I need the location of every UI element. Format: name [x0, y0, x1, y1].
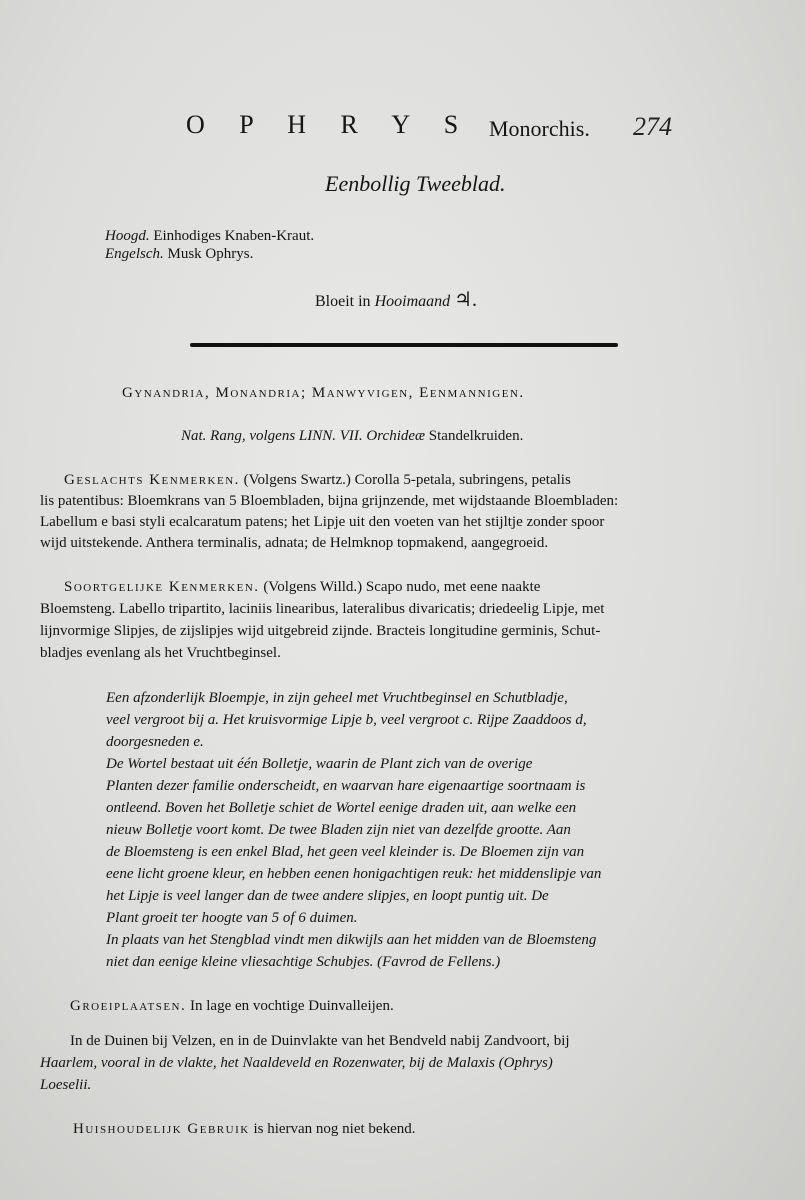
habitat-heading-line — [70, 998, 394, 1015]
nat-rang-rest: , volgens LINN. VII. — [241, 428, 363, 444]
habitat-line: Haarlem, vooral in de vlakte, het Naaldeveld en Rozenwater, bij de Malaxis (Ophrys) — [40, 1055, 553, 1071]
nat-rang-order: Orchideæ — [366, 428, 426, 444]
habitat-line: In de Duinen bij Velzen, en in de Duinvlakte van het Bendveld nabij Zandvoort, bij — [70, 1033, 570, 1049]
genus-characters-first-line — [64, 472, 571, 489]
text-line: (Volgens Swartz.) Corolla 5-petala, subringens, petalis — [243, 472, 571, 488]
text-line: Bloemsteng. Labello tripartito, laciniis linearibus, lateralibus divaricatis; driedeelig Lipje, met — [40, 601, 605, 617]
vernacular-name: Musk Ophrys. — [167, 246, 254, 262]
description-line: de Bloemsteng is een enkel Blad, het geen veel kleinder is. De Bloemen zijn van — [106, 844, 585, 860]
description-line: niet dan eenige kleine vliesachtige Schubjes. (Favrod de Fellens.) — [106, 954, 501, 970]
description-line: nieuw Bolletje voort komt. De twee Bladen zijn niet van dezelfde grootte. Aan — [106, 822, 571, 838]
text-line: Labellum e basi styli ecalcaratum patens; het Lipje uit den voeten van het stijltje zonder spoor — [40, 514, 605, 530]
description-line: veel vergroot bij a. Het kruisvormige Lipje b, veel vergroot c. Rijpe Zaaddoos d, — [106, 712, 587, 728]
description-line: Plant groeit ter hoogte van 5 of 6 duimen. — [106, 910, 358, 926]
dutch-name: Eenbollig Tweeblad. — [325, 171, 506, 196]
usage-line — [73, 1121, 415, 1138]
bloeit-label: Bloeit in — [315, 293, 371, 310]
section-heading: Soortgelijke Kenmerken. — [64, 579, 260, 595]
species-characters-first-line — [64, 579, 540, 596]
vernacular-lang: Engelsch. — [105, 246, 164, 262]
description-line: In plaats van het Stengblad vindt men dikwijls aan het midden van de Bloemsteng — [106, 932, 597, 948]
bloeit-month: Hooimaand — [374, 293, 451, 310]
genus-title: O P H R Y S — [186, 110, 473, 139]
text-line: bladjes evenlang als het Vruchtbeginsel. — [40, 645, 281, 661]
section-heading: Geslachts Kenmerken. — [64, 472, 240, 488]
habitat-line: Loeselii. — [40, 1077, 92, 1093]
vernacular-english — [105, 246, 253, 263]
text-line: wijd uitstekende. Anthera terminalis, adnata; de Helmknop topmakend, aangegroeid. — [40, 535, 549, 551]
natural-rank — [181, 428, 523, 445]
description-line: doorgesneden e. — [106, 734, 204, 750]
section-heading: Huishoudelijk Gebruik — [73, 1121, 250, 1137]
description-line: Planten dezer familie onderscheidt, en waarvan hare eigenaartige soortnaam is — [106, 778, 586, 794]
usage-text: is hiervan nog niet bekend. — [253, 1121, 416, 1137]
vernacular-german — [105, 228, 314, 245]
description-line: Een afzonderlijk Bloempje, in zijn geheel met Vruchtbeginsel en Schutbladje, — [106, 690, 568, 706]
text-line: (Volgens Willd.) Scapo nudo, met eene naakte — [263, 579, 541, 595]
vernacular-name: Einhodiges Knaben-Kraut. — [153, 228, 315, 244]
flowering-time — [315, 287, 477, 312]
section-heading: Groeiplaatsen. — [70, 998, 187, 1014]
description-line: De Wortel bestaat uit één Bolletje, waarin de Plant zich van de overige — [106, 756, 533, 772]
linnaean-classification: Gynandria, Monandria; Manwyvigen, Eenmannigen. — [122, 385, 525, 401]
divider-rule — [190, 343, 618, 347]
vernacular-lang: Hoogd. — [105, 228, 150, 244]
description-line: het Lipje is veel langer dan de twee andere slipjes, en loopt puntig uit. De — [106, 888, 549, 904]
description-line: eene licht groene kleur, en hebben eenen honigachtigen reuk: het middenslipje van — [106, 866, 602, 882]
text-line: lis patentibus: Bloemkrans van 5 Bloembladen, bijna grijnzende, met wijdstaande Bloembladen: — [40, 493, 619, 509]
handwritten-page-number: 274 — [633, 112, 672, 141]
nat-rang-label: Nat. Rang — [181, 428, 242, 444]
jupiter-symbol: ♃. — [454, 289, 478, 311]
habitat-intro: In lage en vochtige Duinvalleijen. — [190, 998, 394, 1014]
text-line: lijnvormige Slipjes, de zijslipjes wijd uitgebreid zijnde. Bracteis longitudine germinis, Schut- — [40, 623, 601, 639]
nat-rang-dutch: Standelkruiden. — [428, 428, 524, 444]
species-title: Monorchis. — [489, 116, 590, 141]
description-line: ontleend. Boven het Bolletje schiet de Wortel eenige draden uit, aan welke een — [106, 800, 577, 816]
